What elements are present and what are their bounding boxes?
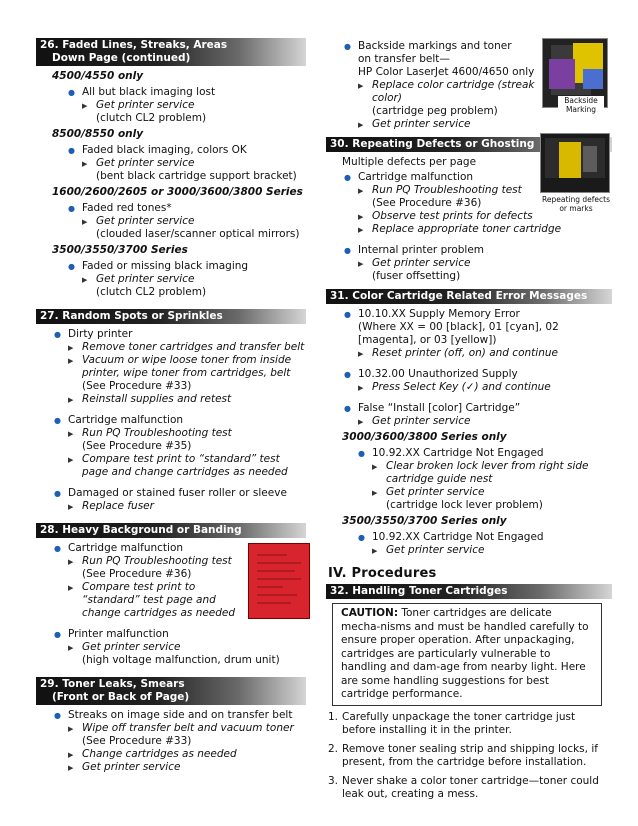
- symptom-bullet: ● Damaged or stained fuser roller or sleeve: [36, 487, 306, 500]
- procedure-step: [326, 743, 612, 770]
- procedure-step: [326, 775, 612, 802]
- action-item: ▶ Reset printer (off, on) and continue: [326, 347, 612, 360]
- action-item: ▶ Get printer service: [50, 215, 306, 228]
- action-item: ▶ Wipe off transfer belt and vacuum toner: [36, 722, 306, 735]
- action-item: ▶ Get printer service: [326, 257, 612, 270]
- symptom-bullet: ● All but black imaging lost: [50, 86, 306, 99]
- symptom-line: HP Color LaserJet 4600/4650 only: [358, 66, 535, 78]
- section-30: [326, 137, 612, 283]
- action-item: ▶ Get printer service: [340, 486, 612, 499]
- model-subheading: 3000/3600/3800 Series only: [342, 431, 507, 443]
- section-29: [36, 677, 306, 774]
- right-column: [326, 38, 612, 808]
- section-28: [36, 523, 306, 667]
- procedures-section: [326, 567, 612, 802]
- action-note: (clutch CL2 problem): [96, 286, 207, 298]
- procedure-step: [326, 711, 612, 738]
- action-note: (cartridge peg problem): [372, 105, 498, 117]
- action-item: ▶ Replace appropriate toner cartridge: [326, 223, 612, 236]
- step-text: Never shake a color toner cartridge—toner could leak out, creating a mess.: [342, 774, 599, 800]
- action-line: change cartridges as needed: [82, 607, 236, 619]
- action-item: ▶ Run PQ Troubleshooting test: [326, 184, 612, 197]
- action-item: ▶ Get printer service: [36, 641, 306, 654]
- action-note: (clouded laser/scanner optical mirrors): [96, 228, 300, 240]
- section-30-intro: Multiple defects per page: [342, 156, 477, 168]
- section-32-header: 32. Handling Toner Cartridges: [326, 584, 612, 599]
- action-note: (See Procedure #35): [82, 440, 192, 452]
- error-bullet: ● 10.92.XX Cartridge Not Engaged: [340, 447, 612, 460]
- action-item: ▶ Replace fuser: [36, 500, 306, 513]
- action-line: Compare test print to: [82, 581, 196, 593]
- error-bullet: ● 10.32.00 Unauthorized Supply: [326, 368, 612, 381]
- symptom-bullet: ● Internal printer problem: [326, 244, 612, 257]
- section-26-title-line1: 26. Faded Lines, Streaks, Areas: [40, 39, 228, 51]
- section-31-header: 31. Color Cartridge Related Error Messages: [326, 289, 612, 304]
- symptom-bullet: ● Dirty printer: [36, 328, 306, 341]
- action-note: (See Procedure #33): [82, 735, 192, 747]
- action-item: ▶ Run PQ Troubleshooting test: [36, 427, 306, 440]
- section-27-header: 27. Random Spots or Sprinkles: [36, 309, 306, 324]
- action-line: printer, wipe toner from cartridges, belt: [82, 367, 291, 379]
- action-line: Compare test print to “standard” test: [82, 453, 280, 465]
- section-29-title-line1: 29. Toner Leaks, Smears: [40, 678, 185, 690]
- symptom-bullet: ● Cartridge malfunction: [36, 542, 306, 555]
- action-note: (high voltage malfunction, drum unit): [82, 654, 280, 666]
- action-item: ▶ Get printer service: [326, 415, 612, 428]
- section-26: [36, 38, 306, 299]
- symptom-line: Backside markings and toner: [358, 40, 512, 52]
- section-28-header: 28. Heavy Background or Banding: [36, 523, 306, 538]
- action-item: [36, 453, 306, 479]
- step-text: Remove toner sealing strip and shipping locks, if present, from the cartridge before installation.: [342, 742, 598, 768]
- heavy-background-sample-image: [248, 543, 310, 619]
- action-note: (clutch CL2 problem): [96, 112, 207, 124]
- symptom-bullet: ● Faded black imaging, colors OK: [50, 144, 306, 157]
- action-note: (cartridge lock lever problem): [386, 499, 543, 511]
- action-item: ▶ Remove toner cartridges and transfer belt: [36, 341, 306, 354]
- section-29-title-line2: (Front or Back of Page): [52, 691, 190, 703]
- action-line: color): [372, 92, 402, 104]
- action-line: Vacuum or wipe loose toner from inside: [82, 354, 292, 366]
- action-note: (See Procedure #36): [372, 197, 482, 209]
- section-30-header: 30. Repeating Defects or Ghosting: [326, 137, 612, 152]
- action-item: ▶ Change cartridges as needed: [36, 748, 306, 761]
- action-item: ▶ Run PQ Troubleshooting test: [36, 555, 306, 568]
- action-item: ▶ Observe test prints for defects: [326, 210, 612, 223]
- error-line: 10.10.XX Supply Memory Error: [358, 308, 520, 320]
- action-line: Clear broken lock lever from right side: [386, 460, 589, 472]
- model-subheading: 1600/2600/2605 or 3000/3600/3800 Series: [52, 186, 303, 198]
- section-29-header: [36, 677, 306, 705]
- action-item: ▶ Press Select Key (✓) and continue: [326, 381, 612, 394]
- model-subheading: 8500/8550 only: [52, 128, 144, 140]
- backside-marking-block: [326, 40, 612, 131]
- caution-text: Toner cartridges are delicate mecha-nisms and must be handled carefully to ensure proper operation. After unpackaging, cartridges are particularly vulnerable to handling and dam-age from nearby light. Here are some handling suggestions for best cartridge performance.: [341, 607, 589, 700]
- backside-marking-caption: Backside Marking: [558, 96, 604, 114]
- action-item: ▶ Get printer service: [50, 273, 306, 286]
- error-bullet: [326, 308, 612, 347]
- caution-label: CAUTION:: [341, 607, 399, 619]
- section-26-title-line2: Down Page (continued): [52, 52, 191, 64]
- error-bullet: ● False “Install [color] Cartridge”: [326, 402, 612, 415]
- action-line: Replace color cartridge (streak: [372, 79, 535, 91]
- section-31: [326, 289, 612, 557]
- model-subheading: 3500/3550/3700 Series: [52, 244, 188, 256]
- step-number: 2.: [328, 742, 339, 755]
- action-note: (See Procedure #36): [82, 568, 192, 580]
- procedures-heading: IV. Procedures: [328, 566, 437, 581]
- action-item: ▶ Get printer service: [36, 761, 306, 774]
- model-subheading: 3500/3550/3700 Series only: [342, 515, 507, 527]
- repeating-defects-photo: [540, 133, 610, 193]
- section-26-header: [36, 38, 306, 66]
- step-text: Carefully unpackage the toner cartridge just before installing it in the printer.: [342, 710, 576, 736]
- action-note: (See Procedure #33): [82, 380, 192, 392]
- error-line: (Where XX = 00 [black], 01 [cyan], 02: [358, 321, 559, 333]
- symptom-bullet: ● Cartridge malfunction: [326, 171, 612, 184]
- action-item: ▶ Get printer service: [340, 544, 612, 557]
- symptom-bullet: ● Cartridge malfunction: [36, 414, 306, 427]
- action-note: (bent black cartridge support bracket): [96, 170, 297, 182]
- model-subheading: 4500/4550 only: [52, 70, 144, 82]
- action-line: cartridge guide nest: [386, 473, 493, 485]
- caution-box: [332, 603, 602, 706]
- action-line: page and change cartridges as needed: [82, 466, 288, 478]
- symptom-line: on transfer belt—: [358, 53, 450, 65]
- error-line: [magenta], or 03 [yellow]): [358, 334, 497, 346]
- step-number: 3.: [328, 774, 339, 787]
- repeating-defects-caption: Repeating defects or marks: [538, 195, 614, 213]
- left-column: [36, 38, 306, 780]
- action-item: ▶ Get printer service: [326, 118, 612, 131]
- section-27: [36, 309, 306, 513]
- action-note: (fuser offsetting): [372, 270, 461, 282]
- action-item: ▶ Get printer service: [50, 99, 306, 112]
- error-bullet: ● 10.92.XX Cartridge Not Engaged: [340, 531, 612, 544]
- symptom-bullet: ● Faded red tones*: [50, 202, 306, 215]
- step-number: 1.: [328, 710, 339, 723]
- symptom-bullet: ● Streaks on image side and on transfer belt: [36, 709, 306, 722]
- action-item: ▶ Reinstall supplies and retest: [36, 393, 306, 406]
- action-line: “standard” test page and: [82, 594, 216, 606]
- symptom-bullet: ● Printer malfunction: [36, 628, 306, 641]
- action-item: [36, 354, 306, 393]
- symptom-bullet: ● Faded or missing black imaging: [50, 260, 306, 273]
- action-item: ▶ Get printer service: [50, 157, 306, 170]
- action-item: [340, 460, 612, 486]
